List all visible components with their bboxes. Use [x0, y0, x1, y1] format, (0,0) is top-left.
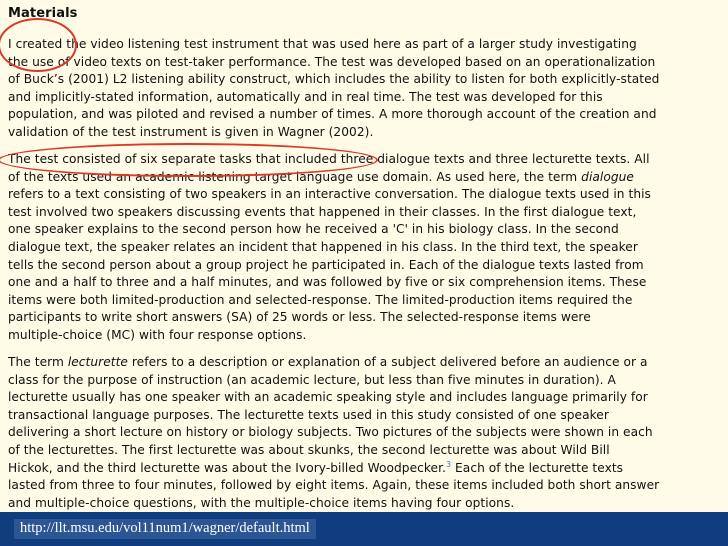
- paragraph-materials-intro: [8, 36, 720, 142]
- text-line: of the lecturettes. The first lecturette was about skunks, the second lecturette was about Wild Bill: [8, 442, 610, 457]
- text-line: population, and was piloted and revised a number of times. A more thorough account of the creation and: [8, 107, 657, 122]
- text-line: and implicitly-stated information, automatically and in real time. The test was developed for this: [8, 89, 603, 104]
- term-lecturette: lecturette: [67, 355, 128, 369]
- text-line: of Buck’s (2001) L2 listening ability construct, which includes the ability to listen for both explicitly-stated: [8, 72, 660, 87]
- text-line: class for the purpose of instruction (an academic lecture, but less than five minutes in duration). A: [8, 372, 616, 387]
- text-line: I created the video listening test instrument that was used here as part of a larger study investigating: [8, 37, 637, 51]
- text-line: validation of the test instrument is given in Wagner (2002).: [8, 124, 374, 139]
- text-line: test involved two speakers discussing events that happened in their classes. In the first dialogue text,: [8, 204, 637, 219]
- text-segment: Hickok, and the third lecturette was about the Ivory-billed Woodpecker.: [8, 460, 446, 475]
- text-line: dialogue text, the speaker relates an incident that happened in his class. In the third text, the speaker: [8, 239, 638, 254]
- source-url-link[interactable]: http://llt.msu.edu/vol11num1/wagner/default.html: [14, 519, 316, 539]
- text-line: one speaker explains to the second person how he received a 'C' in his biology class. In the second: [8, 222, 619, 237]
- section-heading: Materials: [8, 6, 78, 21]
- text-segment: Each of the lecturette texts: [451, 460, 624, 475]
- text-segment: refers to a description or explanation of a subject delivered before an audience or a: [127, 355, 648, 369]
- text-line: [8, 460, 720, 478]
- term-dialogue: dialogue: [581, 169, 634, 184]
- text-line: lasted from three to four minutes, followed by eight items. Again, these items included both short answer: [8, 478, 660, 493]
- paragraph-test-tasks: [8, 151, 720, 345]
- text-line: and multiple-choice questions, with the multiple-choice items having four options.: [8, 495, 515, 510]
- text-line: [8, 354, 720, 372]
- text-line: participants to write short answers (SA) of 25 words or less. The selected-response items were: [8, 310, 591, 325]
- paragraph-lecturette: [8, 354, 720, 512]
- text-segment: of the texts used an academic listening target language use domain. As used here, the term: [8, 169, 582, 184]
- text-line: the use of video texts on test-taker performance. The test was developed based on an operationalization: [8, 54, 656, 69]
- text-line: items were both limited-production and selected-response. The limited-production items required the: [8, 292, 633, 307]
- text-line: lecturette usually has one speaker with an academic speaking style and includes language primarily for: [8, 390, 648, 405]
- text-line: multiple-choice (MC) with four response options.: [8, 327, 307, 342]
- footnote-link[interactable]: 3: [445, 459, 452, 469]
- text-line: tells the second person about a group project he participated in. Each of the dialogue texts lasted from: [8, 257, 644, 272]
- text-line: delivering a short lecture on history or biology subjects. Two pictures of the subjects were shown in each: [8, 425, 653, 440]
- text-line: The test consisted of six separate tasks that included three dialogue texts and three lecturette texts. All: [8, 152, 650, 166]
- text-line: refers to a text consisting of two speakers in an interactive conversation. The dialogue texts used in this: [8, 187, 651, 202]
- text-line: one and a half to three and a half minutes, and was followed by five or six comprehension items. These: [8, 275, 647, 290]
- text-line: transactional language purposes. The lecturette texts used in this study consisted of one speaker: [8, 407, 609, 422]
- text-segment: The term: [8, 355, 68, 369]
- text-line: [8, 169, 720, 187]
